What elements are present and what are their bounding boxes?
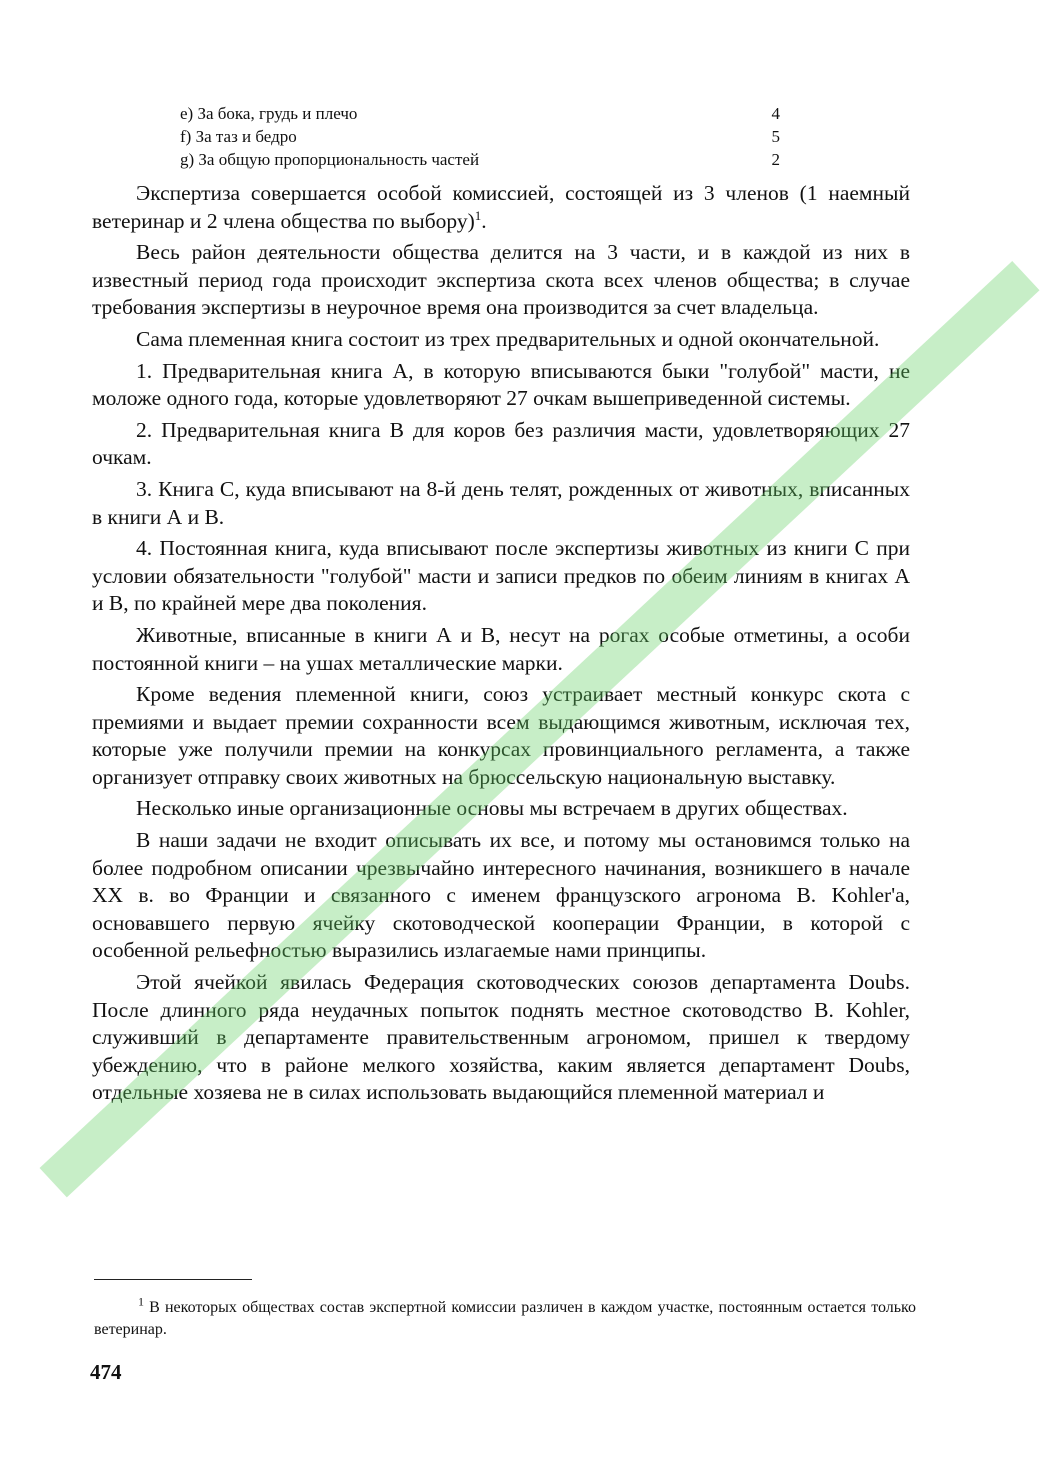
score-row	[180, 102, 780, 125]
score-points: 5	[771, 126, 780, 146]
paragraph: Сама племенная книга состоит из трех предварительных и одной окончательной.	[136, 326, 880, 351]
score-row	[180, 148, 780, 171]
score-label: g) За общую пропорциональность частей	[180, 149, 480, 169]
paragraph: 3. Книга С, куда вписывают на 8-й день телят, рожденных от животных, вписанных в книги А и В.	[92, 476, 910, 529]
score-points: 4	[771, 103, 780, 123]
paragraph: Животные, вписанные в книги А и В, несут на рогах особые отметины, а особи постоянной книги – на ушах металлические марки.	[92, 622, 910, 675]
paragraph: В наши задачи не входит описывать их все, и потому мы остановимся только на более подробном описании чрезвычайно интересного начинания, возникшего в начале XX в. во Франции и связанного с именем французского агронома В. Kohler'a, основавшего первую ячейку скотоводческой кооперации Франции, в которой с особенной рельефностью выразились излагаемые нами принципы.	[92, 828, 910, 963]
paragraph: 1. Предварительная книга А, в которую вписываются быки "голубой" масти, не моложе одного года, которые удовлетворяют 27 очкам вышеприведенной системы.	[92, 358, 910, 411]
paragraph: 4. Постоянная книга, куда вписывают после экспертизы животных из книги С при условии обязательности "голубой" масти и записи предков по обеим линиям в книгах А и В, по крайней мере два поколения.	[92, 536, 910, 616]
score-table	[180, 102, 780, 171]
footnote-mark: 1	[138, 1294, 144, 1309]
score-row	[180, 125, 780, 148]
paragraph: Этой ячейкой явилась Федерация скотоводческих союзов департамента Doubs. После длинного ряда неудачных попыток поднять местное скотоводство В. Kohler, служивший в департаменте правительственным агрономом, пришел к твердому убеждению, что в районе мелкого хозяйства, каким является департамент Doubs, отдельные хозяева не в силах использовать выдающийся племенной материал и	[92, 970, 910, 1105]
footnote-ref: 1	[474, 207, 482, 223]
paragraph-text: Экспертиза совершается особой комиссией, состоящей из 3 членов (1 наемный ветеринар и 2 члена общества по выбору)	[92, 181, 910, 233]
paragraph-tail: .	[481, 208, 487, 233]
score-label: e) За бока, грудь и плечо	[180, 103, 358, 123]
paragraph: Весь район деятельности общества делится на 3 части, и в каждой из них в известный период года происходит экспертиза скота всех членов общества; в случае требования экспертизы в неурочное время она производится за счет владельца.	[92, 240, 910, 320]
footnote	[94, 1294, 917, 1341]
paragraph	[92, 180, 910, 235]
score-points: 2	[771, 149, 780, 169]
score-label: f) За таз и бедро	[180, 126, 297, 146]
footnote-text: В некоторых обществах состав экспертной комиссии различен в каждом участке, постоянным остается только ветеринар.	[94, 1299, 917, 1338]
body-text	[92, 180, 910, 1111]
paragraph: 2. Предварительная книга В для коров без различия масти, удовлетворяющих 27 очкам.	[92, 417, 910, 470]
paragraph: Кроме ведения племенной книги, союз устраивает местный конкурс скота с премиями и выдает премии сохранности всем выдающимся животным, исключая тех, которые уже получили премии на конкурсах провинциального регламента, а также организует отправку своих животных на брюссельскую национальную выставку.	[92, 682, 910, 789]
paragraph: Несколько иные организационные основы мы встречаем в других обществах.	[136, 796, 848, 821]
footnote-divider	[94, 1279, 252, 1280]
page-number: 474	[90, 1360, 122, 1384]
